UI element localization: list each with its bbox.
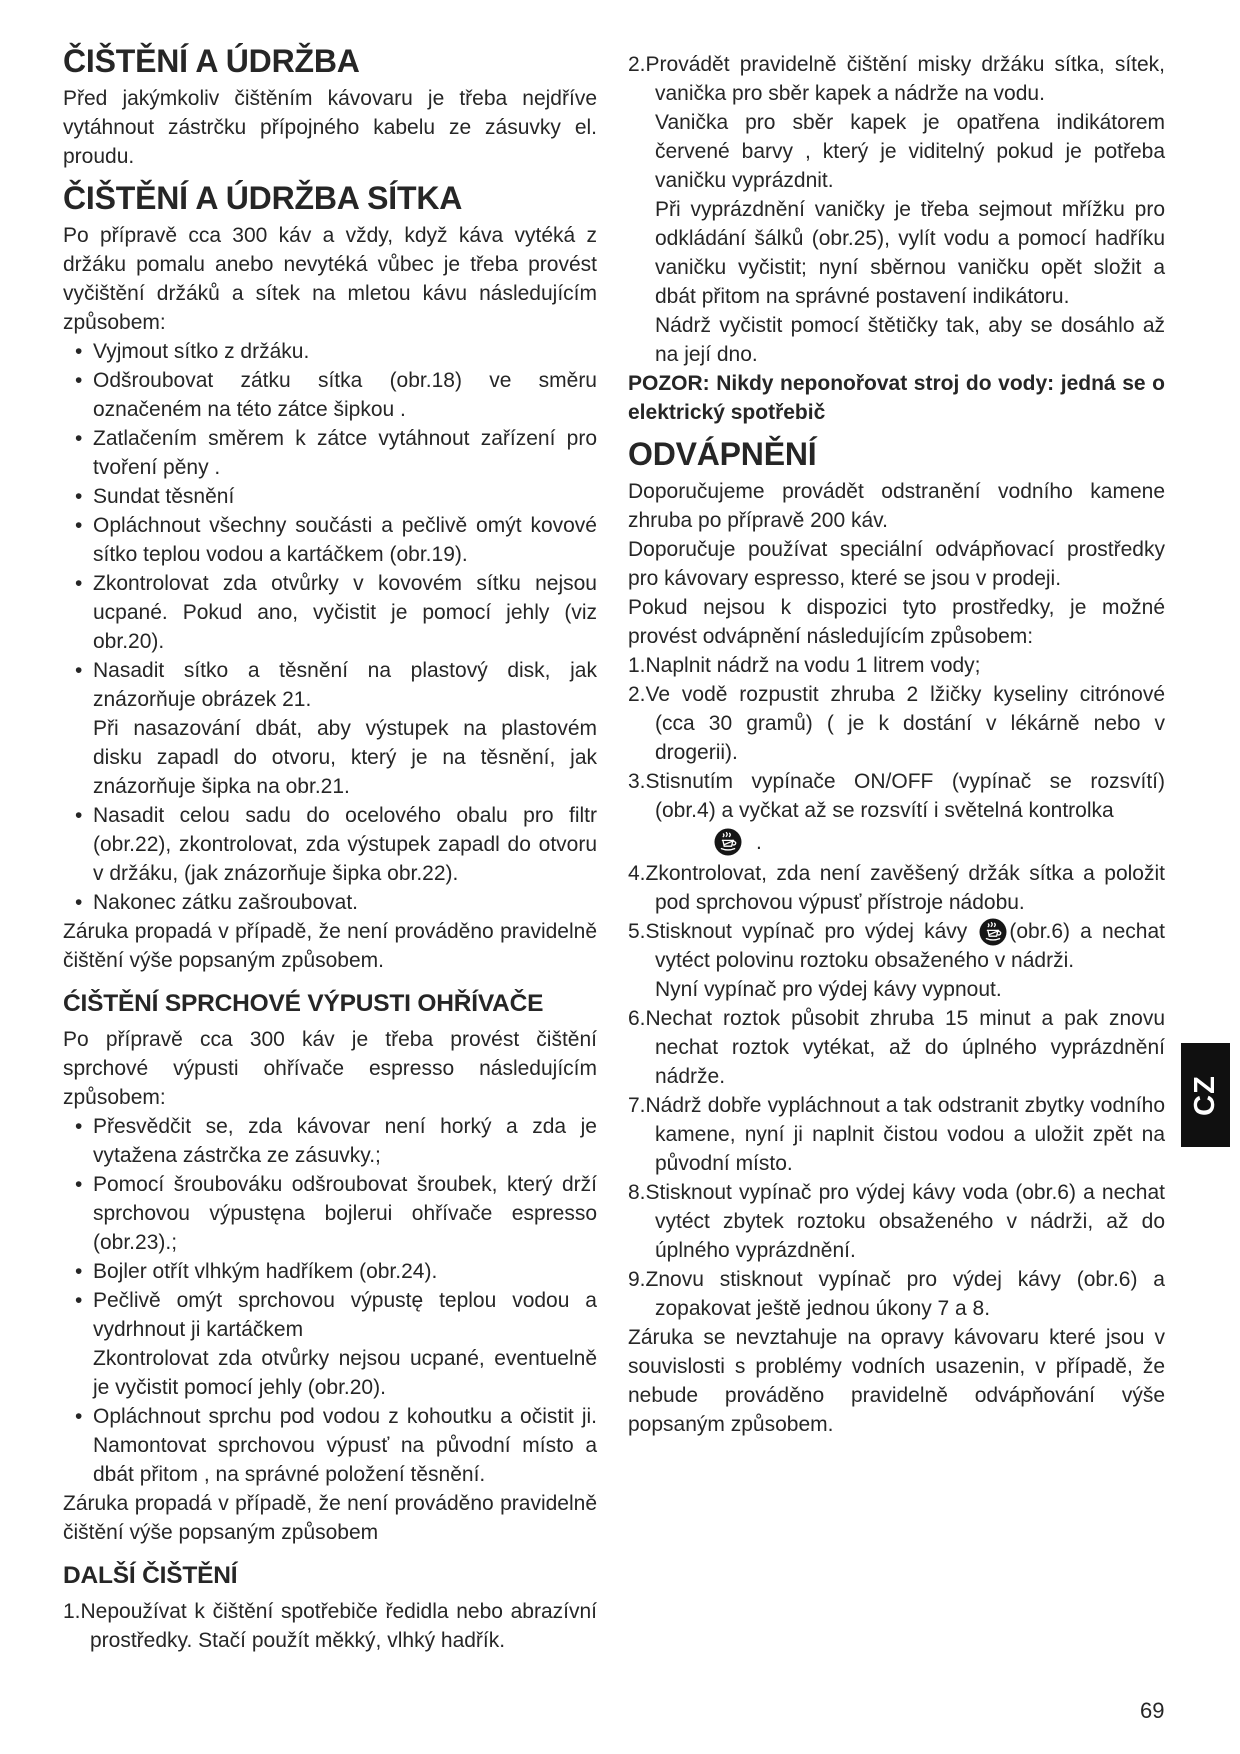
bullet-continuation: Zkontrolovat zda otvůrky nejsou ucpané, eventuelně je vyčistit pomocí jehly (obr.20). [93, 1347, 597, 1399]
bullet-item [63, 366, 597, 424]
bullet-marker: • [75, 1173, 83, 1196]
bullet-marker: • [75, 1115, 83, 1138]
numbered-text: 8.Stisknout vypínač pro výdej kávy voda (obr.6) a nechat vytéct zbytek roztoku obsaženého v nádrži, až do úplného vyprázdnění. [628, 1181, 1165, 1262]
numbered-item [628, 859, 1165, 917]
bullet-marker: • [75, 572, 83, 595]
warranty-note: Záruka se nevztahuje na opravy kávovaru které jsou v souvislosti s problémy vodních usazenin, v případě, že nebude prováděno pravidelně odvápňování výše popsaným způsobem. [628, 1326, 1165, 1436]
section-heading-sieve-cleaning: ČIŠTĚNÍ A ÚDRŽBA SÍTKA [63, 180, 463, 216]
bullet-item [63, 424, 597, 482]
left-column [63, 44, 597, 1655]
warning-text: POZOR: Nikdy neponořovat stroj do vody: jedná se o elektrický spotřebič [628, 372, 1165, 424]
numbered-item [628, 1091, 1165, 1178]
bullet-text: Přesvědčit se, zda kávovar není horký a zda je vytažena zástrčka ze zásuvky.; [93, 1115, 597, 1167]
bullet-text: Opláchnout všechny součásti a pečlivě omýt kovové sítko teplou vodou a kartáčkem (obr.19). [93, 514, 597, 566]
paragraph: Pokud nejsou k dispozici tyto prostředky, je možné provést odvápnění následujícím způsobem: [628, 596, 1165, 648]
bullet-marker: • [75, 1260, 83, 1283]
bullet-marker: • [75, 891, 83, 914]
numbered-text-part: (obr.6) a nechat vytéct polovinu roztoku obsaženého v nádrži. [655, 920, 1165, 972]
numbered-text: 1.Nepoužívat k čištění spotřebiče ředidla nebo abrazívní prostředky. Stačí použít měkký, vlhký hadřík. [63, 1600, 597, 1652]
descaling-steps [628, 651, 1165, 1323]
numbered-item [628, 651, 1165, 680]
bullet-list-shower [63, 1112, 597, 1489]
numbered-item [628, 1004, 1165, 1091]
bullet-marker: • [75, 485, 83, 508]
bullet-item [63, 511, 597, 569]
bullet-item [63, 888, 597, 917]
bullet-marker: • [75, 514, 83, 537]
cz-language-tab [1181, 1043, 1230, 1147]
paragraph: Doporučuje používat speciální odvápňovací prostředky pro kávovary espresso, které se jsou v prodeji. [628, 538, 1165, 590]
bullet-text: Nasadit celou sadu do ocelového obalu pro filtr (obr.22), zkontrolovat, zda výstupek zapadl do otvoru v držáku, (jak znázorňuje šipka obr.22). [93, 804, 597, 885]
bullet-text: Vyjmout sítko z držáku. [93, 340, 310, 363]
bullet-item [63, 1257, 597, 1286]
bullet-text: Nakonec zátku zašroubovat. [93, 891, 358, 914]
indicator-icon-line [655, 825, 1165, 859]
bullet-text: Odšroubovat zátku sítka (obr.18) ve směru označeném na této zátce šipkou . [93, 369, 597, 421]
bullet-marker: • [75, 427, 83, 450]
numbered-item [628, 50, 1165, 369]
bullet-text: Sundat těsnění [93, 485, 235, 508]
numbered-text: 9.Znovu stisknout vypínač pro výdej kávy (obr.6) a zopakovat ještě jednou úkony 7 a 8. [628, 1268, 1165, 1320]
numbered-text: 3.Stisnutím vypínače ON/OFF (vypínač se rozsvítí) (obr.4) a vyčkat až se rozsvítí i světelná kontrolka [628, 770, 1165, 822]
bullet-text: Pomocí šroubováku odšroubovat šroubek, který drží sprchovou výpustęna bojlerui ohřívače espresso (obr.23).; [93, 1173, 597, 1254]
bullet-marker: • [75, 659, 83, 682]
warranty-note: Záruka propadá v případě, že není prováděno pravidelně čištění výše popsaným způsobem. [63, 920, 597, 972]
paragraph: Po přípravě cca 300 káv je třeba provést čištění sprchové výpusti ohřívače espresso následujícím způsobem: [63, 1028, 597, 1109]
cz-language-tab-label: CZ [1188, 1074, 1221, 1116]
bullet-item [63, 569, 597, 656]
numbered-text: 7.Nádrž dobře vypláchnout a tak odstranit zbytky vodního kamene, nyní ji naplnit čistou vodou a uložit zpět na původní místo. [628, 1094, 1165, 1175]
numbered-text: 6.Nechat roztok působit zhruba 15 minut a pak znovu nechat roztok vytékat, až do úplného vyprázdnění nádrže. [628, 1007, 1165, 1088]
paragraph: Před jakýmkoliv čištěním kávovaru je třeba nejdříve vytáhnout zástrčku přípojného kabelu ze zásuvky el. proudu. [63, 87, 597, 168]
bullet-item [63, 801, 597, 888]
numbered-item [628, 767, 1165, 859]
bullet-marker: • [75, 1289, 83, 1312]
bullet-marker: • [75, 369, 83, 392]
bullet-marker: • [75, 340, 83, 363]
bullet-text: Zkontrolovat zda otvůrky v kovovém sítku nejsou ucpané. Pokud ano, vyčistit je pomocí jehly (viz obr.20). [93, 572, 597, 653]
coffee-cup-icon [979, 918, 1007, 946]
bullet-marker: • [75, 804, 83, 827]
bullet-text: Nasadit sítko a těsnění na plastový disk, jak znázorňuje obrázek 21. [93, 659, 597, 711]
bullet-item [63, 482, 597, 511]
paragraph: Po přípravě cca 300 káv a vždy, když káva vytéká z držáku pomalu anebo nevytéká vůbec je třeba provést vyčištění držáků a sítek na mletou kávu následujícím způsobem: [63, 224, 597, 334]
bullet-text: Zatlačením směrem k zátce vytáhnout zařízení pro tvoření pěny . [93, 427, 597, 479]
bullet-text: Pečlivě omýt sprchovou výpustę teplou vodou a vydrhnout ji kartáčkem [93, 1289, 597, 1341]
section-heading-cleaning: ČIŠTĚNÍ A ÚDRŽBA [63, 43, 360, 79]
bullet-continuation: Při nasazování dbát, aby výstupek na plastovém disku zapadl do otvoru, který je na těsnění, jak znázorňuje šipka na obr.21. [93, 717, 597, 798]
coffee-cup-icon [714, 828, 742, 856]
numbered-continuation: Při vyprázdnění vaničky je třeba sejmout mřížku pro odkládání šálků (obr.25), vylít vodu a pomocí hadříku vaničku vyčistit; nyní sběrnou vaničku opět složit a dbát přitom na správné postavení indikátoru. [655, 198, 1165, 308]
right-column [628, 50, 1165, 1439]
bullet-text: Opláchnout sprchu pod vodou z kohoutku a očistit ji. Namontovat sprchovou výpusť na původní místo a dbát přitom , na správné položení těsnění. [93, 1405, 597, 1486]
numbered-item [628, 1265, 1165, 1323]
bullet-item [63, 1286, 597, 1402]
paragraph: Doporučujeme provádět odstranění vodního kamene zhruba po přípravě 200 káv. [628, 480, 1165, 532]
bullet-item [63, 1112, 597, 1170]
bullet-list-sieve [63, 337, 597, 917]
numbered-text [628, 917, 1165, 975]
page-number: 69 [1140, 1698, 1165, 1723]
bullet-item [63, 1170, 597, 1257]
section-heading-shower-outlet: ĆIŠTĚNÍ SPRCHOVÉ VÝPUSTI OHŘÍVAČE [63, 990, 544, 1017]
numbered-text: 2.Ve vodě rozpustit zhruba 2 lžičky kyseliny citrónové (cca 30 gramů) ( je k dostání v lékárně nebo v drogerii). [628, 683, 1165, 764]
section-heading-descaling: ODVÁPNĚNÍ [628, 436, 817, 472]
bullet-item [63, 337, 597, 366]
numbered-item [63, 1597, 597, 1655]
numbered-text-part: 5.Stisknout vypínač pro výdej kávy [628, 920, 978, 943]
numbered-item [628, 680, 1165, 767]
numbered-continuation: Vanička pro sběr kapek je opatřena indikátorem červené barvy , který je viditelný pokud je potřeba vaničku vyprázdnit. [655, 111, 1165, 192]
warranty-note: Záruka propadá v případě, že není prováděno pravidelně čištění výše popsaným způsobem [63, 1492, 597, 1544]
numbered-text: 2.Provádět pravidelně čištění misky držáku sítka, sítek, vanička pro sběr kapek a nádrže na vodu. [628, 53, 1165, 105]
numbered-continuation: Nyní vypínač pro výdej kávy vypnout. [655, 978, 1002, 1001]
bullet-item [63, 1402, 597, 1489]
numbered-item [628, 1178, 1165, 1265]
numbered-text: 1.Naplnit nádrž na vodu 1 litrem vody; [628, 654, 981, 677]
numbered-continuation: Nádrž vyčistit pomocí štětičky tak, aby se dosáhlo až na její dno. [655, 314, 1165, 366]
icon-line-period: . [756, 830, 762, 854]
section-heading-other-cleaning: DALŠÍ ČIŠTĚNÍ [63, 1562, 238, 1589]
bullet-marker: • [75, 1405, 83, 1428]
bullet-item [63, 656, 597, 801]
bullet-text: Bojler otřít vlhkým hadříkem (obr.24). [93, 1260, 438, 1283]
numbered-text: 4.Zkontrolovat, zda není zavěšený držák sítka a položit pod sprchovou výpusť přístroje nádobu. [628, 862, 1165, 914]
numbered-item [628, 917, 1165, 1004]
